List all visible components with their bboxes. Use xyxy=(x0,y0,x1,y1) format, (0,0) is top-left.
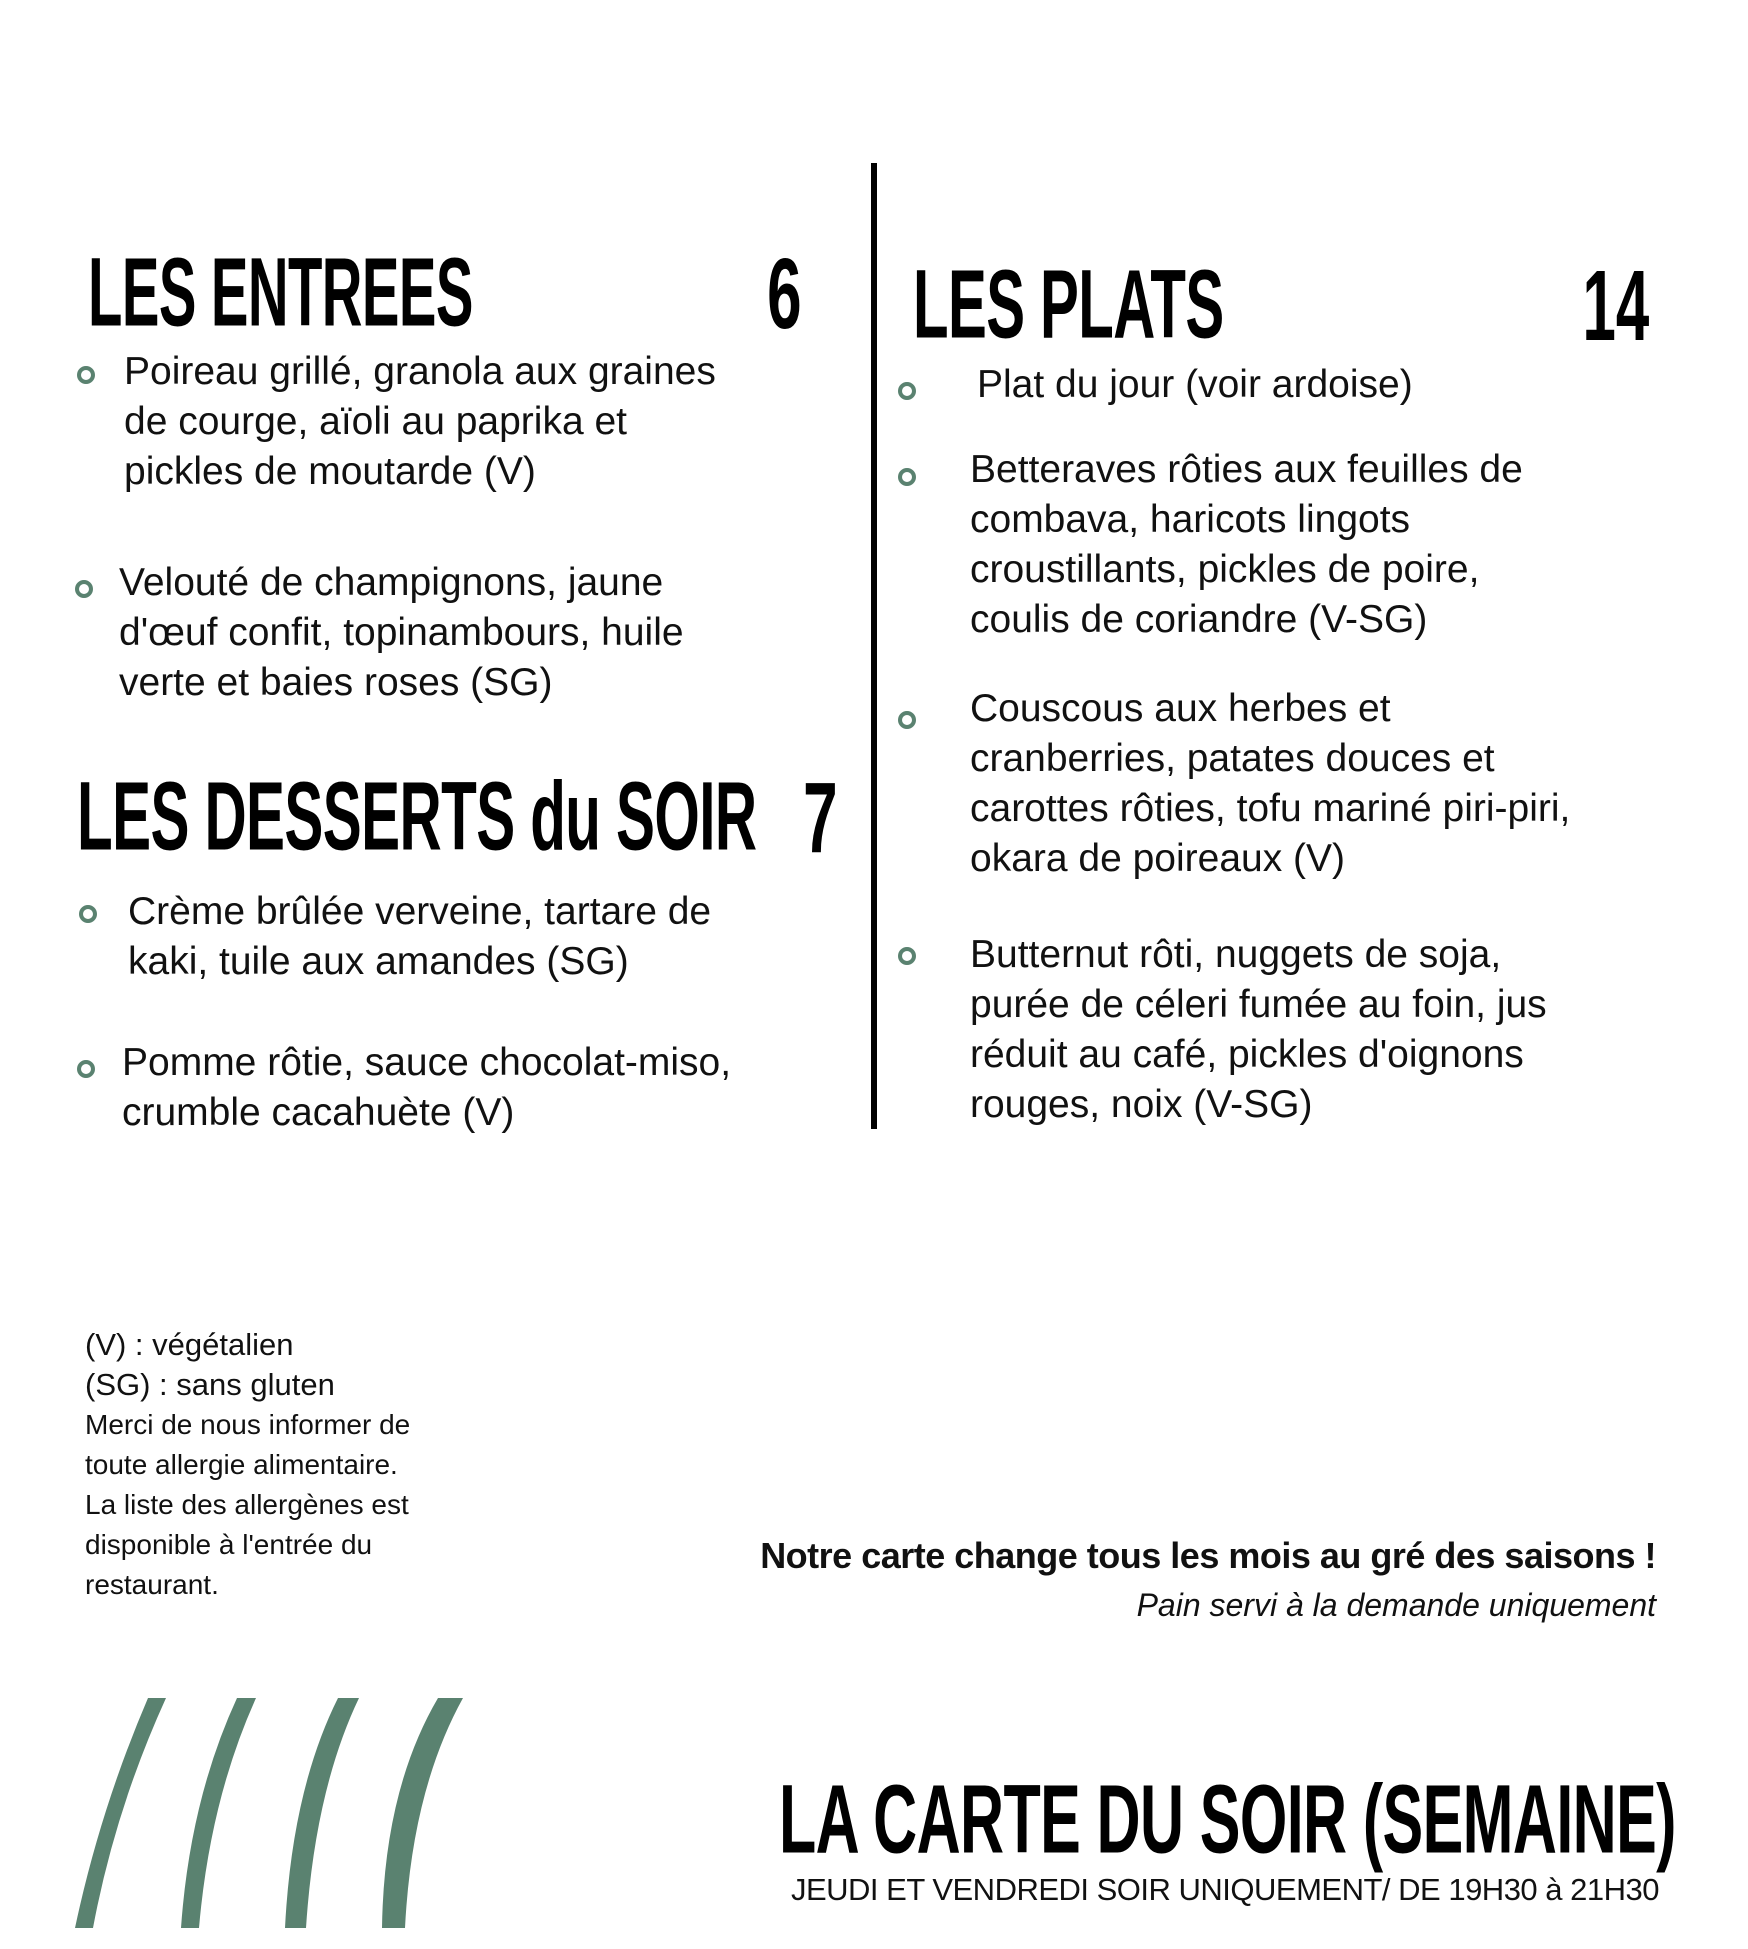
seasonal-tagline: Notre carte change tous les mois au gré des saisons ! xyxy=(760,1535,1656,1576)
ring-bullet-icon xyxy=(898,468,916,486)
allergy-note: Merci de nous informer de xyxy=(85,1409,411,1440)
dietary-notes xyxy=(85,1325,410,1605)
allergy-note: disponible à l'entrée du xyxy=(85,1529,373,1560)
desserts-title: LES DESSERTS du SOIR xyxy=(77,762,757,871)
plats-price: 14 xyxy=(1582,250,1649,362)
stripe xyxy=(181,1698,256,1928)
entrees-title: LES ENTREES xyxy=(88,238,473,347)
legend-vegan: (V) : végétalien xyxy=(85,1327,294,1362)
ring-bullet-icon xyxy=(75,580,93,598)
column-divider xyxy=(871,163,877,1129)
menu-title: LA CARTE DU SOIR (SEMAINE) xyxy=(779,1765,1676,1874)
menu-item: Betteraves rôties aux feuilles de combava, haricots lingots croustillants, pickles de poire, coulis de coriandre (V-SG) xyxy=(970,448,1523,641)
stripe xyxy=(75,1698,166,1928)
menu-item: Pomme rôtie, sauce chocolat-miso, crumble cacahuète (V) xyxy=(122,1041,732,1134)
menu-item: Velouté de champignons, jaune d'œuf confit, topinambours, huile verte et baies roses (SG) xyxy=(119,561,684,704)
allergy-note: toute allergie alimentaire. xyxy=(85,1449,398,1480)
ring-bullet-icon xyxy=(77,366,95,384)
allergy-note: La liste des allergènes est xyxy=(85,1489,409,1520)
menu-schedule: JEUDI ET VENDREDI SOIR UNIQUEMENT/ DE 19H30 à 21H30 xyxy=(790,1872,1659,1907)
legend-gluten-free: (SG) : sans gluten xyxy=(85,1367,335,1402)
plats-title: LES PLATS xyxy=(913,250,1224,359)
entrees-price: 6 xyxy=(767,238,802,350)
menu-item: Crème brûlée verveine, tartare de kaki, tuile aux amandes (SG) xyxy=(128,890,712,983)
stripe xyxy=(382,1698,463,1928)
ring-bullet-icon xyxy=(898,382,916,400)
allergy-note: restaurant. xyxy=(85,1569,219,1600)
desserts-price: 7 xyxy=(803,762,838,874)
ring-bullet-icon xyxy=(79,905,97,923)
ring-bullet-icon xyxy=(898,947,916,965)
ring-bullet-icon xyxy=(898,711,916,729)
ring-bullet-icon xyxy=(77,1060,95,1078)
bread-note: Pain servi à la demande uniquement xyxy=(1136,1587,1656,1623)
stripe xyxy=(285,1698,359,1928)
menu-item: Butternut rôti, nuggets de soja, purée de céleri fumée au foin, jus réduit au café, pickles d'oignons rouges, noix (V-SG) xyxy=(970,933,1547,1126)
menu-item: Couscous aux herbes et cranberries, patates douces et carottes rôties, tofu mariné piri-piri, okara de poireaux (V) xyxy=(970,687,1571,880)
menu-item: Poireau grillé, granola aux graines de courge, aïoli au paprika et pickles de moutarde (V) xyxy=(124,350,716,493)
menu-item: Plat du jour (voir ardoise) xyxy=(977,363,1413,406)
